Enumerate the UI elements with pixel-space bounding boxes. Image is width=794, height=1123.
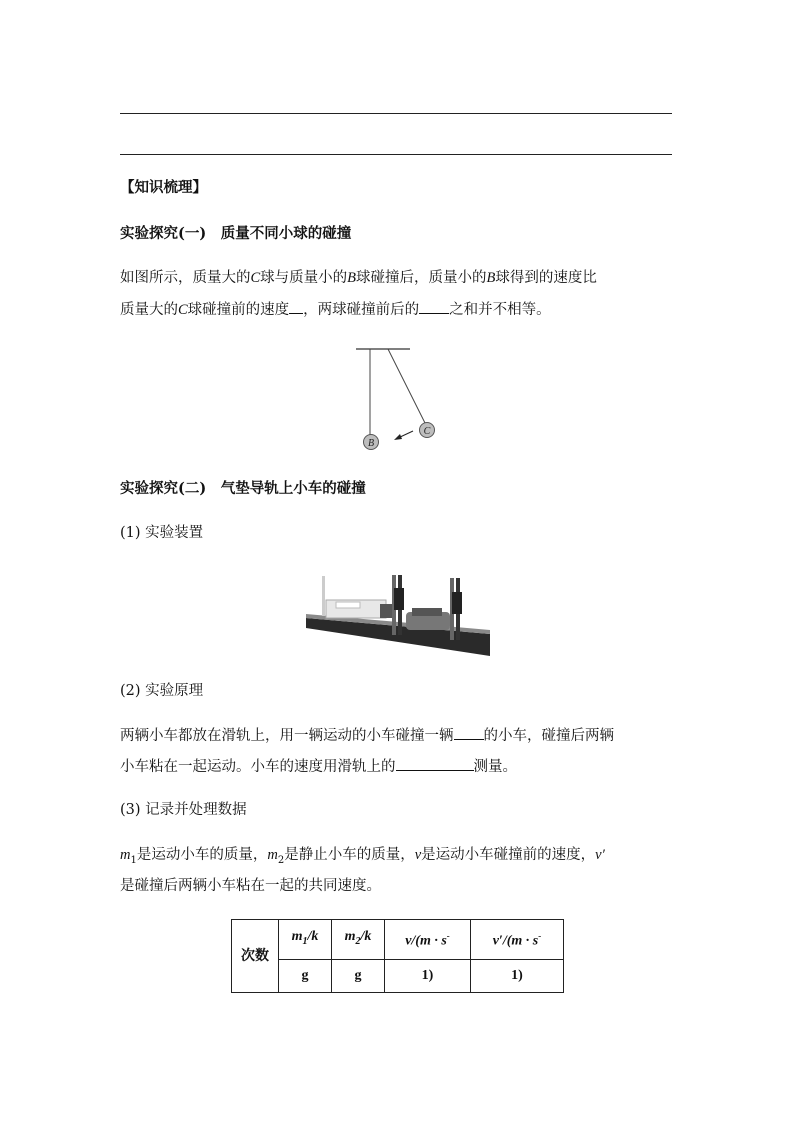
text: /k [307,928,319,944]
subheading-principle: (2) 实验原理 [120,683,204,699]
subheading-data: (3) 记录并处理数据 [120,802,247,818]
blank-1[interactable] [289,299,303,314]
data-line2: 是碰撞后两辆小车粘在一起的共同速度。 [120,878,381,894]
superscript: - [446,931,450,942]
header-m1-cont [279,959,332,992]
second-rule [120,154,672,155]
text: 1) [421,967,434,983]
text: v/(m · s [405,934,447,950]
text: 球碰撞前的速度 [187,302,290,318]
text: 1) [511,967,523,983]
text: 如图所示，质量大的 [120,270,251,286]
arrow-head-icon [394,434,402,440]
header-v-prime-cont [471,959,564,992]
table-header-row [232,920,564,960]
header-m1 [279,920,332,960]
ball-b-label: B [367,438,375,449]
ball-c-label: C [423,426,431,437]
text: 球得到的速度比 [495,270,597,286]
exp2-heading: 实验探究(二) 气垫导轨上小车的碰撞 [120,480,366,497]
header-v-prime [471,920,564,960]
subscript: 1 [130,854,137,866]
table-header-row-2 [232,959,564,992]
top-rule [120,113,672,114]
text: 小车粘在一起运动。小车的速度用滑轨上的 [120,759,396,775]
text: 是静止小车的质量， [284,847,415,863]
text: 球与质量小的 [260,270,348,286]
symbol-b: B [347,270,357,286]
header-count [232,920,279,993]
header-m2 [332,920,385,960]
subscript: 2 [355,935,361,947]
text: m [291,928,303,944]
text: ，两球碰撞前后的 [303,302,420,318]
data-line1 [120,845,605,871]
blank-3[interactable] [454,725,484,740]
symbol-m: m [120,847,131,863]
superscript: - [538,931,542,942]
principle-line1 [120,725,614,746]
blank-4[interactable] [396,756,474,771]
subscript: 1 [302,935,308,947]
text: 测量。 [473,759,517,775]
exp1-paragraph-line1 [120,268,597,288]
symbol-v: v [414,847,422,863]
header-v-cont [385,959,471,992]
text: g [301,967,309,983]
blank-2[interactable] [419,299,449,314]
symbol-c: C [178,302,188,318]
exp1-paragraph-line2 [120,299,551,320]
text: 两辆小车都放在滑轨上，用一辆运动的小车碰撞一辆 [120,728,454,744]
pendulum-figure [340,342,450,457]
air-track-figure [300,570,494,658]
subscript: 2 [277,854,285,866]
text: 球碰撞后，质量小的 [356,270,487,286]
text: 次数 [241,948,269,964]
text: v′/(m · s [492,934,539,950]
data-table [231,919,564,993]
exp1-heading: 实验探究(一) 质量不同小球的碰撞 [120,225,352,242]
text: m [344,928,356,944]
text: g [354,967,362,983]
text: 之和并不相等。 [449,302,551,318]
symbol-v-prime: v′ [595,847,605,863]
symbol-c: C [250,270,261,286]
text: 质量大的 [120,302,178,318]
subheading-apparatus: (1) 实验装置 [120,525,204,541]
header-v [385,920,471,960]
header-m2-cont [332,959,385,992]
text: 是运动小车的质量， [136,847,268,863]
text: /k [360,928,372,944]
text: 的小车，碰撞后两辆 [483,728,614,744]
symbol-m: m [267,847,278,863]
section-title: 【知识梳理】 [120,179,207,196]
principle-line2 [120,756,517,777]
symbol-b: B [486,270,496,286]
text: 是运动小车碰撞前的速度， [421,847,596,863]
